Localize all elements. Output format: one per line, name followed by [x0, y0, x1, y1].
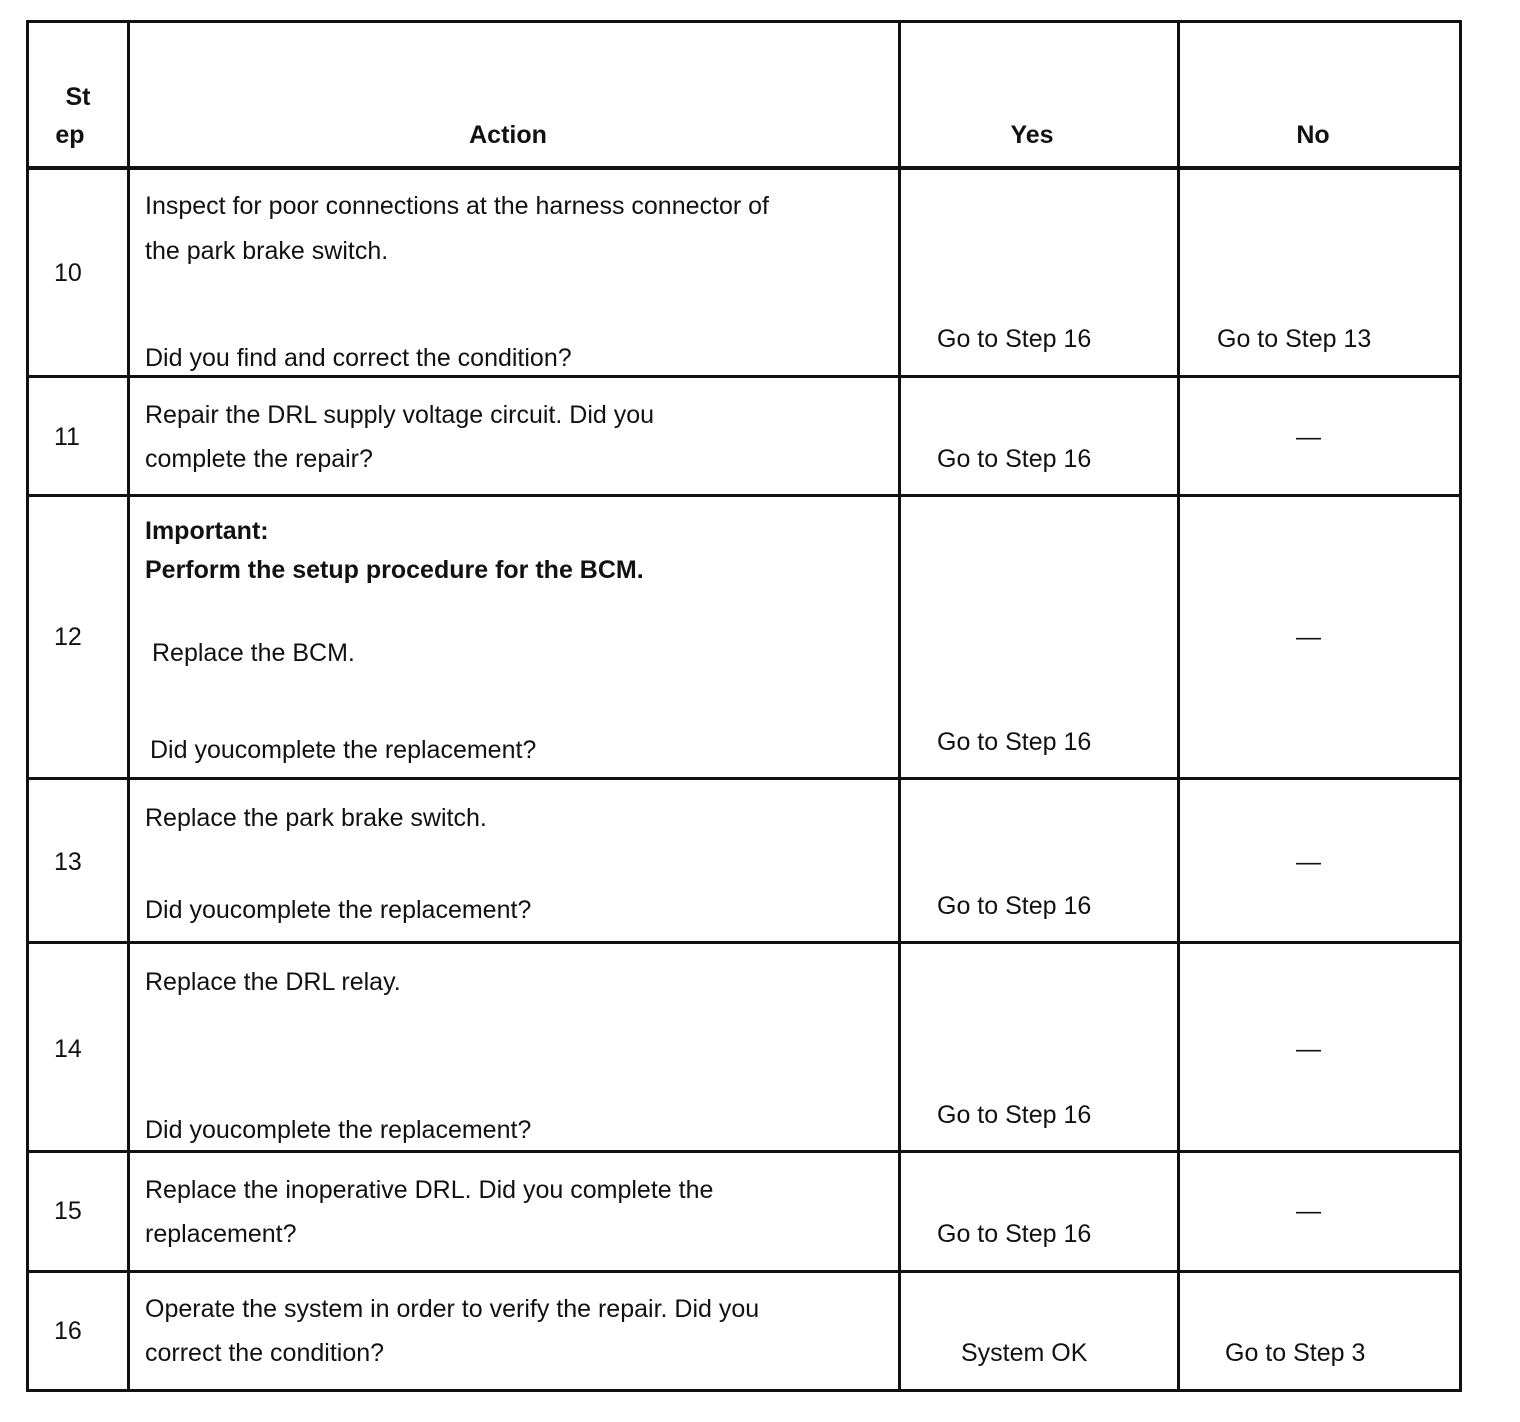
action-text: Repair the DRL supply voltage circuit. Did you [145, 401, 655, 429]
column-divider [127, 20, 130, 1392]
step-number: 10 [54, 259, 82, 287]
yes-result: Go to Step 16 [937, 325, 1092, 353]
row-divider [26, 494, 1462, 497]
step-number: 15 [54, 1197, 82, 1225]
no-result: — [1296, 623, 1321, 651]
yes-result: Go to Step 16 [937, 1101, 1092, 1129]
step-number: 14 [54, 1035, 82, 1063]
yes-result: Go to Step 16 [937, 892, 1092, 920]
action-question: Did youcomplete the replacement? [145, 896, 532, 924]
important-label: Important: [145, 517, 269, 545]
column-divider [898, 20, 901, 1392]
no-result: Go to Step 3 [1225, 1339, 1366, 1367]
action-text: Replace the park brake switch. [145, 804, 487, 832]
no-result: Go to Step 13 [1217, 325, 1372, 353]
action-text: Replace the BCM. [152, 639, 355, 667]
important-note: Perform the setup procedure for the BCM. [145, 556, 644, 584]
action-question: Did youcomplete the replacement? [150, 736, 537, 764]
action-text: replacement? [145, 1220, 297, 1248]
no-result: — [1296, 1035, 1321, 1063]
no-result: — [1296, 423, 1321, 451]
action-text: complete the repair? [145, 445, 373, 473]
step-number: 13 [54, 848, 82, 876]
action-text: Replace the DRL relay. [145, 968, 401, 996]
yes-result: System OK [961, 1339, 1088, 1367]
step-number: 11 [54, 423, 80, 451]
table-border-top [26, 20, 1462, 23]
row-divider [26, 375, 1462, 378]
no-result: — [1296, 848, 1321, 876]
yes-result: Go to Step 16 [937, 445, 1092, 473]
row-divider [26, 1150, 1462, 1153]
table-border-left [26, 20, 29, 1392]
action-question: Did youcomplete the replacement? [145, 1116, 532, 1144]
action-text: the park brake switch. [145, 237, 389, 265]
action-text: Operate the system in order to verify the repair. Did you [145, 1295, 760, 1323]
yes-result: Go to Step 16 [937, 1220, 1092, 1248]
no-result: — [1296, 1197, 1321, 1225]
column-divider [1177, 20, 1180, 1392]
row-divider [26, 941, 1462, 944]
header-no: No [1296, 121, 1330, 149]
table-border-bottom [26, 1389, 1462, 1392]
header-divider [26, 166, 1462, 170]
yes-result: Go to Step 16 [937, 728, 1092, 756]
header-yes: Yes [1010, 121, 1054, 149]
step-number: 12 [54, 623, 82, 651]
header-step-line1: St [65, 83, 91, 111]
action-text: Replace the inoperative DRL. Did you complete the [145, 1176, 714, 1204]
row-divider [26, 777, 1462, 780]
action-text: Inspect for poor connections at the harness connector of [145, 192, 769, 220]
row-divider [26, 1270, 1462, 1273]
action-text: correct the condition? [145, 1339, 385, 1367]
action-question: Did you find and correct the condition? [145, 344, 572, 372]
step-number: 16 [54, 1317, 82, 1345]
table-border-right [1459, 20, 1462, 1392]
header-action: Action [469, 121, 547, 149]
header-step-line2: ep [55, 121, 85, 149]
